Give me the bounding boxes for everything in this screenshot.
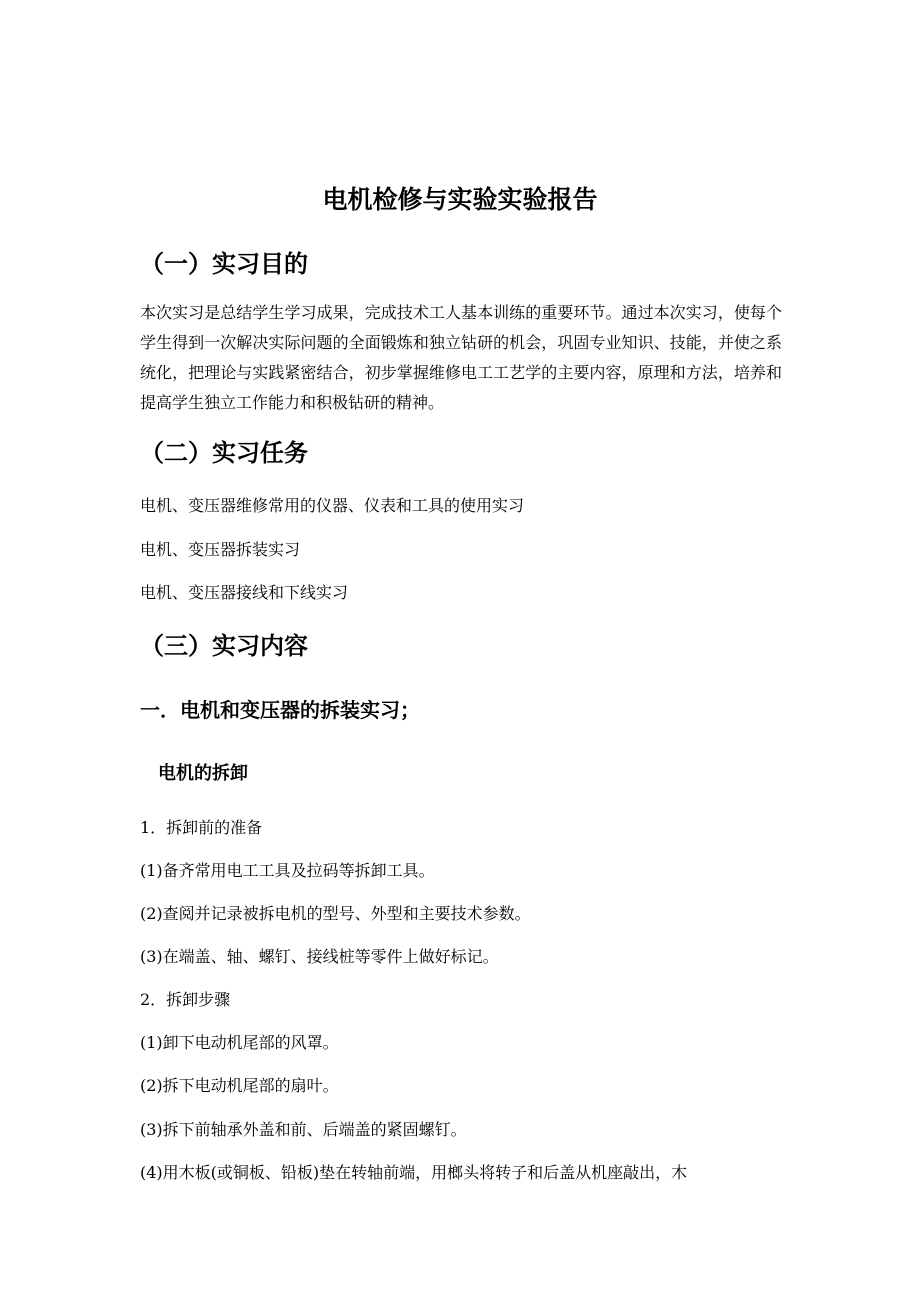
step-line: 2．拆卸步骤 (140, 990, 231, 1009)
section-heading-purpose: （一）实习目的 (140, 250, 308, 278)
step-line: (3)拆下前轴承外盖和前、后端盖的紧固螺钉。 (140, 1120, 467, 1139)
task-item: 电机、变压器拆装实习 (140, 540, 301, 559)
purpose-paragraph: 本次实习是总结学生学习成果，完成技术工人基本训练的重要环节。通过本次实习，使每个学生得到一次解决实际问题的全面锻炼和独立钻研的机会，巩固专业知识、技能，并使之系统化，把理论与实践紧密结合，初步掌握维修电工工艺学的主要内容，原理和方法，培养和提高学生独立工作能力和积极钻研的精神。 (140, 303, 782, 412)
step-line: (2)拆下电动机尾部的扇叶。 (140, 1076, 339, 1095)
document-title: 电机检修与实验实验报告 (322, 185, 598, 214)
step-line: (4)用木板(或铜板、铅板)垫在转轴前端，用榔头将转子和后盖从机座敲出，木 (140, 1163, 688, 1182)
section-heading-content: （三）实习内容 (140, 632, 308, 660)
task-item: 电机、变压器维修常用的仪器、仪表和工具的使用实习 (140, 496, 525, 515)
step-line: (1)备齐常用电工工具及拉码等拆卸工具。 (140, 861, 435, 880)
subsubheading-motor-disassembly: 电机的拆卸 (158, 763, 248, 784)
step-line: (3)在端盖、轴、螺钉、接线桩等零件上做好标记。 (140, 947, 499, 966)
step-line: 1．拆卸前的准备 (140, 818, 263, 837)
section-heading-tasks: （二）实习任务 (140, 439, 308, 467)
task-item: 电机、变压器接线和下线实习 (140, 583, 349, 602)
subheading-disassembly-practice: 一．电机和变压器的拆装实习； (140, 698, 420, 722)
step-line: (2)查阅并记录被拆电机的型号、外型和主要技术参数。 (140, 904, 531, 923)
step-line: (1)卸下电动机尾部的风罩。 (140, 1033, 339, 1052)
